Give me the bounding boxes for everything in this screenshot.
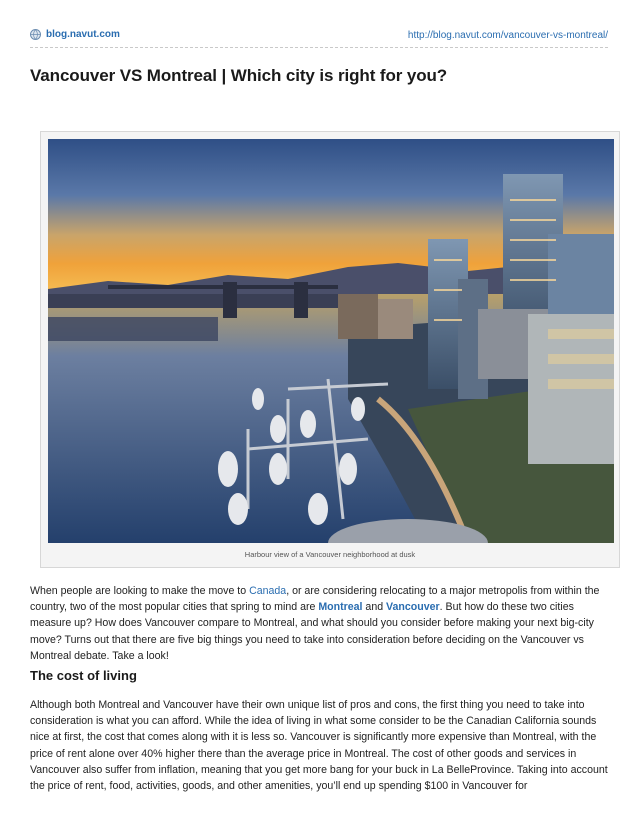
intro-text-1: When people are looking to make the move to: [30, 585, 250, 597]
page-url-link[interactable]: http://blog.navut.com/vancouver-vs-montreal/: [407, 30, 608, 41]
harbour-photo: [48, 139, 614, 543]
montreal-link[interactable]: Montreal: [318, 601, 363, 614]
globe-icon: [30, 29, 41, 40]
site-name: blog.navut.com: [46, 29, 120, 40]
intro-text-3: and: [362, 601, 387, 614]
cost-of-living-paragraph: Although both Montreal and Vancouver have their own unique list of pros and cons, the first thing you need to take into consideration is what you can afford. While the idea of living in what some consider to be the Canadian California sounds nice at first, the cost that comes along with it is less so. Vancouver is significantly more expensive than Montreal, with the price of rent alone over 40% higher there than the average price in Montreal. The cost of other goods and services in Vancouver also suffer from inflation, meaning that you get more bang for your buck in La BelleProvince. Taking into account the price of rent, food, activities, goods, and other amenities, you’ll end up spending $100 in Vancouver for: [30, 699, 608, 793]
article-title: Vancouver VS Montreal | Which city is right for you?: [30, 66, 448, 85]
article-figure: [40, 131, 620, 568]
intro-text-2: , or are considering relocating to a major metropolis from within the country, two of the most popular cities that spring to mind are: [30, 585, 600, 614]
intro-text-4: . But how do these two cities measure up? How does Vancouver compare to Montreal, and what should you consider before making your next big-city move? Turns out that there are five big things you need to take into consideration before deciding on the Vancouver vs Montreal debate. Take a look!: [30, 601, 594, 662]
vancouver-link[interactable]: Vancouver: [386, 601, 440, 614]
header-bar: [30, 27, 608, 48]
figure-caption: Harbour view of a Vancouver neighborhood at dusk: [244, 550, 416, 559]
intro-paragraph: [30, 583, 615, 664]
canada-link[interactable]: Canada: [249, 585, 287, 597]
section-heading: The cost of living: [30, 668, 137, 683]
site-link[interactable]: [30, 29, 120, 40]
